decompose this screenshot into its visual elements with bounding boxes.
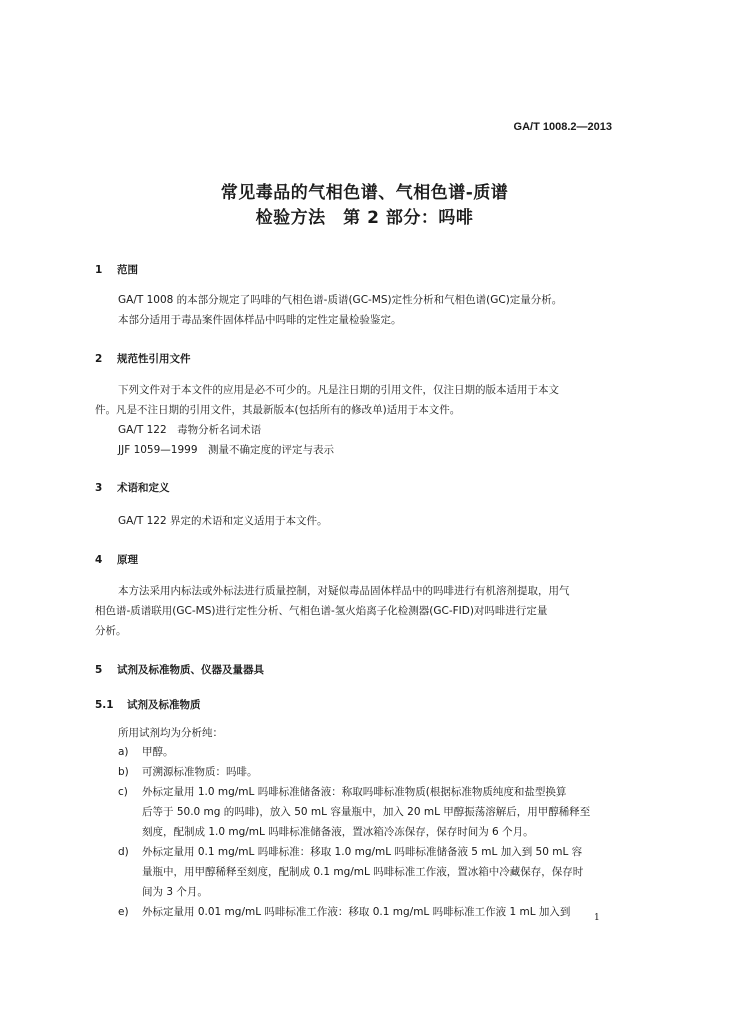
section-5-1-heading [95, 697, 201, 712]
section-number: 5 [95, 664, 103, 676]
list-label: b) [118, 766, 129, 778]
list-item [118, 843, 582, 861]
paragraph-line: 下列文件对于本文件的应用是必不可少的。凡是注日期的引用文件，仅注日期的版本适用于本文 [118, 384, 559, 396]
list-text-continuation: 刻度，配制成 1.0 mg/mL 吗啡标准储备液，置冰箱冷冻保存，保存时间为 6 个月。 [142, 826, 534, 838]
section-title: 范围 [117, 264, 138, 276]
section-title: 术语和定义 [117, 482, 170, 494]
list-label: c) [118, 786, 128, 798]
section-3-heading [95, 480, 170, 495]
list-text-continuation: 量瓶中，用甲醇稀释至刻度，配制成 0.1 mg/mL 吗啡标准工作液，置冰箱中冷藏保存，保存时 [142, 866, 584, 878]
reference-item: JJF 1059—1999 测量不确定度的评定与表示 [118, 444, 335, 456]
paragraph-line: GA/T 122 界定的术语和定义适用于本文件。 [118, 515, 328, 527]
paragraph-line: 所用试剂均为分析纯： [118, 727, 223, 739]
paragraph-line: 件。凡是不注日期的引用文件，其最新版本(包括所有的修改单)适用于本文件。 [95, 404, 461, 416]
section-number: 2 [95, 353, 103, 365]
section-4-heading [95, 552, 138, 567]
paragraph-line: 相色谱-质谱联用(GC-MS)进行定性分析、气相色谱-氢火焰离子化检测器(GC-FID)对吗啡进行定量 [95, 605, 548, 617]
list-item [118, 783, 566, 801]
section-5-heading [95, 662, 264, 677]
section-2-heading [95, 351, 191, 366]
paragraph-line: GA/T 1008 的本部分规定了吗啡的气相色谱-质谱(GC-MS)定性分析和气相色谱(GC)定量分析。 [118, 294, 563, 306]
list-text: 外标定量用 0.01 mg/mL 吗啡标准工作液：移取 0.1 mg/mL 吗啡标准工作液 1 mL 加入到 [142, 906, 571, 918]
list-label: e) [118, 906, 129, 918]
standard-code: GA/T 1008.2—2013 [513, 121, 612, 133]
list-item [118, 903, 570, 921]
title-line-2: 检验方法 第 2 部分：吗啡 [255, 208, 474, 228]
list-text: 甲醇。 [142, 746, 174, 758]
section-title: 规范性引用文件 [117, 353, 191, 365]
section-number: 3 [95, 482, 103, 494]
list-text: 外标定量用 1.0 mg/mL 吗啡标准储备液：称取吗啡标准物质(根据标准物质纯度和盐型换算 [142, 786, 567, 798]
paragraph-line: 分析。 [95, 625, 127, 637]
list-text: 可溯源标准物质：吗啡。 [142, 766, 258, 778]
section-number: 1 [95, 264, 103, 276]
list-text-continuation: 后等于 50.0 mg 的吗啡)，放入 50 mL 容量瓶中，加入 20 mL 甲醇振荡溶解后，用甲醇稀释至 [142, 806, 591, 818]
reference-item: GA/T 122 毒物分析名词术语 [118, 424, 262, 436]
section-number: 4 [95, 554, 103, 566]
list-item [118, 743, 174, 761]
list-label: a) [118, 746, 129, 758]
section-number: 5.1 [95, 699, 114, 711]
paragraph-line: 本方法采用内标法或外标法进行质量控制，对疑似毒品固体样品中的吗啡进行有机溶剂提取，用气 [118, 585, 570, 597]
section-title: 原理 [117, 554, 138, 566]
list-item [118, 763, 258, 781]
title-line-1: 常见毒品的气相色谱、气相色谱-质谱 [220, 183, 509, 203]
section-title: 试剂及标准物质 [127, 699, 201, 711]
page-number: 1 [594, 913, 600, 923]
section-1-heading [95, 262, 138, 277]
paragraph-line: 本部分适用于毒品案件固体样品中吗啡的定性定量检验鉴定。 [118, 314, 402, 326]
list-label: d) [118, 846, 129, 858]
section-title: 试剂及标准物质、仪器及量器具 [117, 664, 264, 676]
list-text-continuation: 间为 3 个月。 [142, 886, 208, 898]
list-text: 外标定量用 0.1 mg/mL 吗啡标准：移取 1.0 mg/mL 吗啡标准储备液 5 mL 加入到 50 mL 容 [142, 846, 583, 858]
